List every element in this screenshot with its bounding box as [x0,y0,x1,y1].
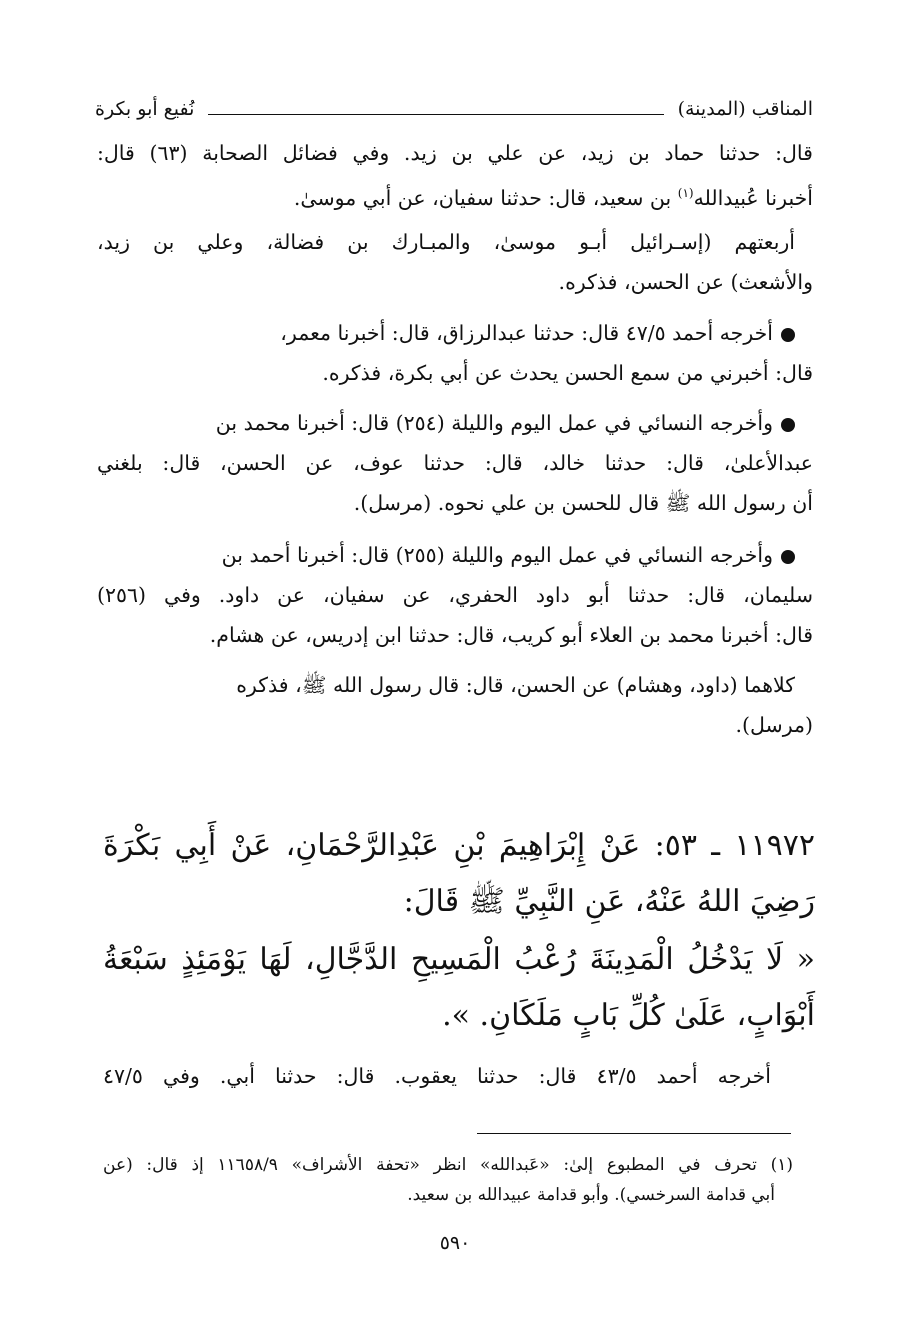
text-line: قال: أخبرنا محمد بن العلاء أبو كريب، قال: حدثنا ابن إدريس، عن هشام. [209,623,813,647]
hadith-line: أَبْوَابٍ، عَلَىٰ كُلِّ بَابٍ مَلَكَانِ. ». [442,998,815,1033]
text-line [97,403,795,443]
text-line: قال: حدثنا حماد بن زيد، عن علي بن زيد. وفي فضائل الصحابة (٦٣) قال: [97,141,813,165]
hadith-line: رَضِيَ اللهُ عَنْهُ، عَنِ النَّبِيِّ ﷺ قَالَ: [403,884,815,919]
header-rule [208,114,663,115]
footnote-marker: (١) [677,186,694,200]
footnote-rule [477,1133,791,1134]
page-number: ٥٩٠ [439,1232,471,1254]
text-fragment: أخرجه أحمد ٤٧/٥ قال: حدثنا عبدالرزاق، قال: أخبرنا معمر، [280,321,773,345]
bullet-icon [781,328,795,342]
footnote [103,1150,793,1214]
text-line [97,535,795,575]
text-line [97,313,795,353]
text-line: كلاهما (داود، وهشام) عن الحسن، قال: قال رسول الله ﷺ، فذكره [236,673,795,697]
footnote-line: (١) تحرف في المطبوع إلىٰ: «عَبدالله» انظر «تحفة الأشراف» ١١٦٥٨/٩ إذ قال: (عن [103,1155,793,1175]
text-line: عبدالأعلىٰ، قال: حدثنا خالد، قال: حدثنا عوف، عن الحسن، قال: بلغني [97,451,813,475]
hadith-line: « لَا يَدْخُلُ الْمَدِينَةَ رُعْبُ الْمَسِيحِ الدَّجَّالِ، لَهَا يَوْمَئِذٍ سَبْعَةُ [103,942,815,977]
text-line: أربعتهم (إسـرائيل أبـو موسىٰ، والمبـارك بن فضالة، وعلي بن زيد، [97,230,795,254]
takhrij-continued [103,1056,793,1100]
text-line: أخرجه أحمد ٤٣/٥ قال: حدثنا يعقوب. قال: حدثنا أبي. وفي ٤٧/٥ [103,1064,771,1088]
text-line: أن رسول الله ﷺ قال للحسن بن علي نحوه. (مرسل). [353,491,813,515]
hadith-text [103,818,815,1048]
bullet-icon [781,550,795,564]
footnote-line: أبي قدامة السرخسي). وأبو قدامة عبيدالله بن سعيد. [407,1185,775,1205]
text-line: (مرسل). [735,713,813,737]
bullet-icon [781,418,795,432]
text-line: والأشعث) عن الحسن، فذكره. [558,270,813,294]
takhrij-text [97,133,813,773]
running-header [95,92,813,126]
text-line [97,173,813,213]
text-line: قال: أخبرني من سمع الحسن يحدث عن أبي بكرة، فذكره. [322,361,813,385]
hadith-line: ١١٩٧٢ ـ ٥٣: عَنْ إِبْرَاهِيمَ بْنِ عَبْدِالرَّحْمَانِ، عَنْ أَبِي بَكْرَةَ [103,828,815,863]
text-fragment: وأخرجه النسائي في عمل اليوم والليلة (٢٥٥) قال: أخبرنا أحمد بن [221,543,773,567]
header-chapter-title: المناقب (المدينة) [677,98,813,120]
text-fragment: بن سعيد، قال: حدثنا سفيان، عن أبي موسىٰ. [293,185,672,210]
text-fragment: وأخرجه النسائي في عمل اليوم والليلة (٢٥٤) قال: أخبرنا محمد بن [215,411,773,435]
text-fragment: أخبرنا عُبيدالله [693,185,813,210]
header-narrator-title: نُفيع أبو بكرة [95,98,195,120]
text-line: سليمان، قال: حدثنا أبو داود الحفري، عن سفيان، عن داود. وفي (٢٥٦) [97,583,813,607]
